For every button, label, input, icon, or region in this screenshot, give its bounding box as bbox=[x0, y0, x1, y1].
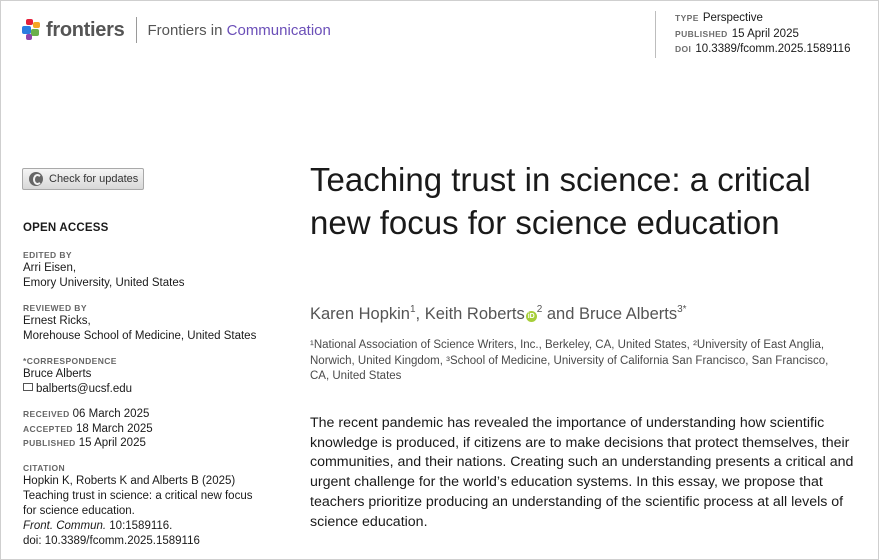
article-meta bbox=[655, 11, 850, 58]
reviewed-by-section: REVIEWED BY Ernest Ricks, Morehouse School of Medicine, United States bbox=[23, 302, 283, 344]
editor-name[interactable]: Arri Eisen, bbox=[23, 262, 77, 274]
meta-doi[interactable]: DOI 10.3389/fcomm.2025.1589116 bbox=[675, 43, 851, 55]
mail-icon bbox=[23, 383, 33, 391]
open-access-label: OPEN ACCESS bbox=[23, 222, 109, 234]
editor-affiliation: Emory University, United States bbox=[23, 277, 185, 289]
author-name[interactable]: Karen Hopkin bbox=[310, 305, 410, 323]
citation-line: Teaching trust in science: a critical new focus bbox=[23, 490, 253, 502]
citation-line: for science education. bbox=[23, 505, 135, 517]
author-affiliation-marker: 1 bbox=[409, 304, 416, 315]
reviewer-affiliation: Morehouse School of Medicine, United States bbox=[23, 330, 257, 342]
check-for-updates-button[interactable] bbox=[22, 168, 144, 190]
logo-divider bbox=[136, 17, 137, 43]
date-published: PUBLISHED 15 April 2025 bbox=[23, 437, 146, 449]
author-name[interactable]: Bruce Alberts bbox=[578, 305, 678, 323]
meta-type: TYPE Perspective bbox=[675, 12, 763, 24]
brand-name: frontiers bbox=[46, 18, 125, 41]
abstract: The recent pandemic has revealed the importance of understanding how scientific knowledge is produced, if citizens are to make decisions that protect themselves, their communities, and their nations. Creating such an understanding presents a critical and urgent challenge for the world’s education systems. In this essay, we propose that teachers prioritize producing an understanding of the scientific process at all levels of science education. bbox=[310, 415, 854, 530]
journal-name[interactable] bbox=[147, 22, 330, 39]
dates-section bbox=[23, 407, 283, 451]
check-updates-label: Check for updates bbox=[49, 173, 139, 185]
affiliations: ¹National Association of Science Writers, Inc., Berkeley, CA, United States, ²University of East Anglia, Norwich, United Kingdom, ³School of Medicine, University of California San Francisco, San Francisco, CA, United States bbox=[310, 339, 829, 382]
author-affiliation-marker: 3* bbox=[677, 304, 687, 315]
frontiers-logo[interactable] bbox=[22, 16, 331, 44]
date-accepted: ACCEPTED 18 March 2025 bbox=[23, 422, 153, 435]
refresh-icon bbox=[29, 172, 43, 186]
edited-by-section: EDITED BY Arri Eisen, Emory University, United States bbox=[23, 249, 283, 291]
author-affiliation-marker: 2 bbox=[536, 304, 543, 315]
citation-doi[interactable]: doi: 10.3389/fcomm.2025.1589116 bbox=[23, 535, 200, 547]
citation-section: CITATION Hopkin K, Roberts K and Alberts B (2025) Teaching trust in science: a critical new focus for science education. Front. Commun. 10:1589116. doi: 10.3389/fcomm.2025.1589116 bbox=[23, 462, 283, 549]
author-list: Karen Hopkin$^1$, Keith Roberts $iD^2$ and Bruce Alberts$^{3*}$ bbox=[310, 304, 687, 323]
article-title: Teaching trust in science: a critical new focus for science education bbox=[310, 161, 811, 241]
citation-journal: Front. Commun. 10:1589116. bbox=[23, 520, 173, 532]
correspondence-email[interactable]: balberts@ucsf.edu bbox=[23, 382, 283, 397]
meta-published: PUBLISHED 15 April 2025 bbox=[675, 27, 799, 40]
date-received: RECEIVED 06 March 2025 bbox=[23, 408, 150, 420]
correspondence-section: *CORRESPONDENCE Bruce Alberts balberts@ucsf.edu bbox=[23, 355, 283, 397]
author-name[interactable]: Keith Roberts bbox=[424, 305, 525, 323]
reviewer-name[interactable]: Ernest Ricks, bbox=[23, 315, 91, 327]
citation-line: Hopkin K, Roberts K and Alberts B (2025) bbox=[23, 475, 236, 487]
frontiers-logo-icon bbox=[22, 19, 42, 41]
journal-prefix: Frontiers in bbox=[147, 21, 223, 39]
journal-section: Communication bbox=[226, 21, 331, 39]
orcid-icon[interactable]: iD bbox=[527, 313, 535, 320]
correspondence-name: Bruce Alberts bbox=[23, 368, 92, 380]
